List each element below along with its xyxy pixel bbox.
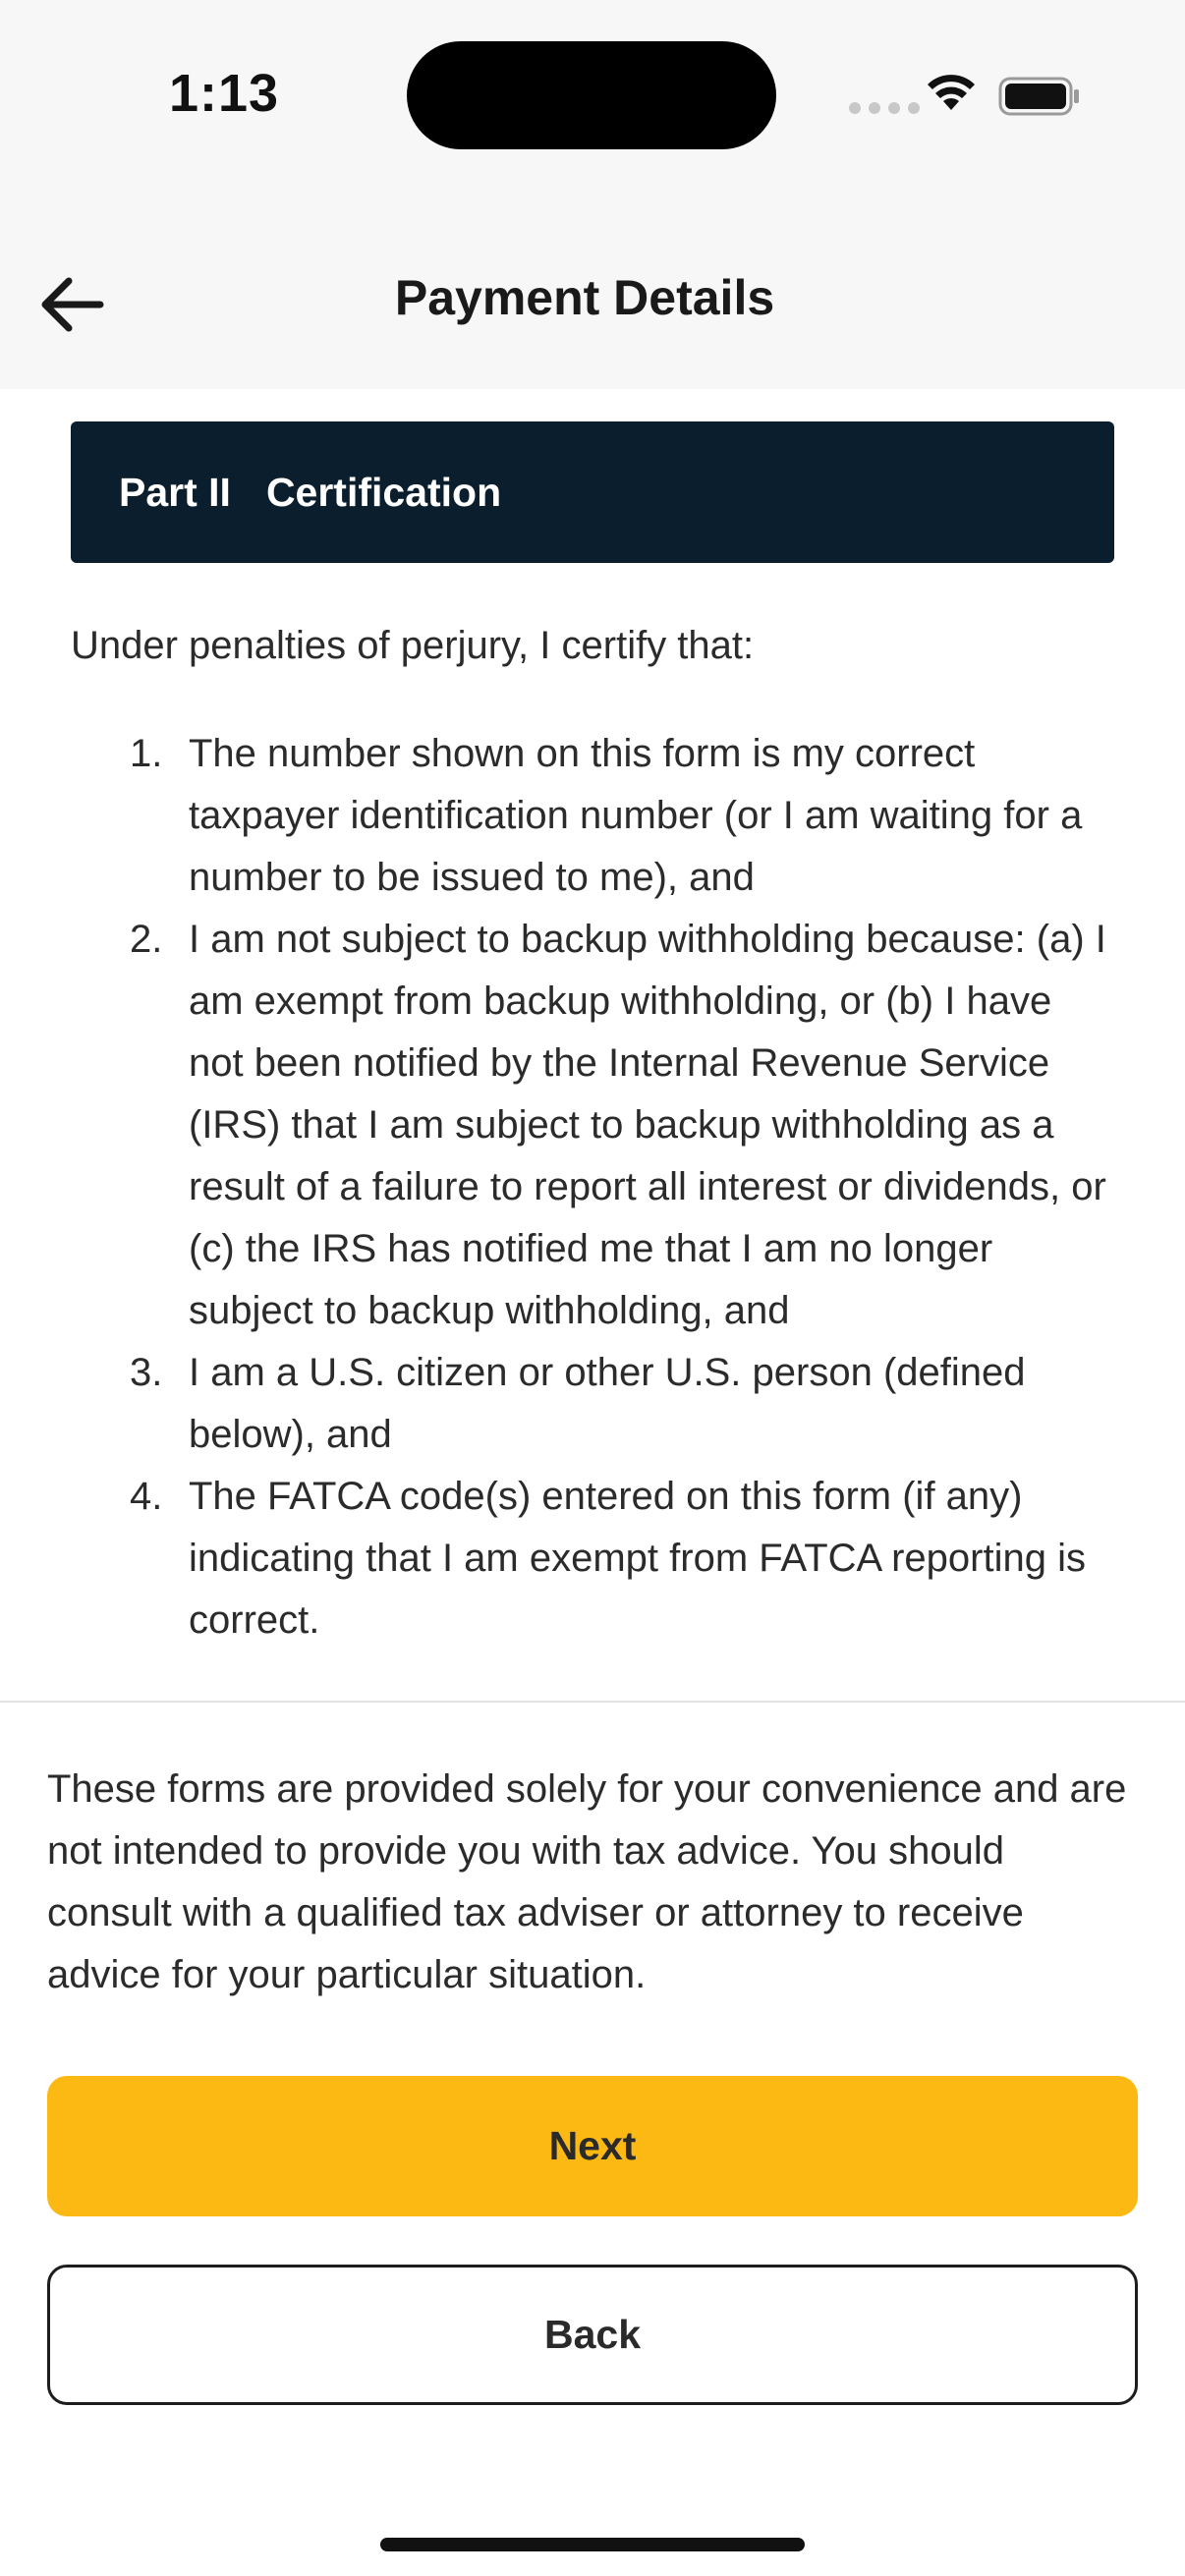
certification-content[interactable] [0,389,1185,1702]
list-item-text: I am a U.S. citizen or other U.S. person (defined below), and [189,1351,1026,1456]
signal-icon [849,102,920,114]
list-item-number: 2. [130,918,163,961]
certification-list [71,723,1114,1652]
disclaimer-text: These forms are provided solely for your convenience and are not intended to provide you with tax advice. You should consult with a qualified tax adviser or attorney to receive advice for your particular situation. [47,1767,1127,1996]
list-item [71,1342,1114,1466]
list-item-number: 3. [130,1351,163,1394]
wifi-icon [926,73,977,112]
status-bar [0,0,1185,196]
dynamic-island [407,41,776,149]
list-item-text: The FATCA code(s) entered on this form (if any) indicating that I am exempt from FATCA reporting is correct. [189,1475,1086,1642]
list-item-number: 4. [130,1475,163,1518]
section-part-label: Part II [119,469,231,515]
list-item-text: I am not subject to backup withholding because: (a) I am exempt from backup withholding, or (b) I have not been notified by the Internal Revenue Service (IRS) that I am subject to backup withholding as a result of a failure to report all interest or dividends, or (c) the IRS has notified me that I am no longer subject to backup withholding, and [189,918,1106,1332]
list-item [71,909,1114,1342]
list-item [71,723,1114,909]
battery-icon [998,77,1081,116]
page-title: Payment Details [394,270,775,325]
nav-header [0,196,1185,389]
list-item-number: 1. [130,732,163,775]
section-name-label: Certification [265,469,502,515]
certification-intro: Under penalties of perjury, I certify that: [71,624,755,667]
list-item [71,1466,1114,1652]
status-time: 1:13 [169,64,280,123]
footer-divider [0,1701,1185,1703]
back-button[interactable]: Back [47,2265,1138,2405]
section-banner [71,421,1114,563]
home-indicator[interactable] [380,2538,805,2551]
list-item-text: The number shown on this form is my correct taxpayer identification number (or I am waiting for a number to be issued to me), and [189,732,1083,899]
next-button[interactable]: Next [47,2076,1138,2216]
